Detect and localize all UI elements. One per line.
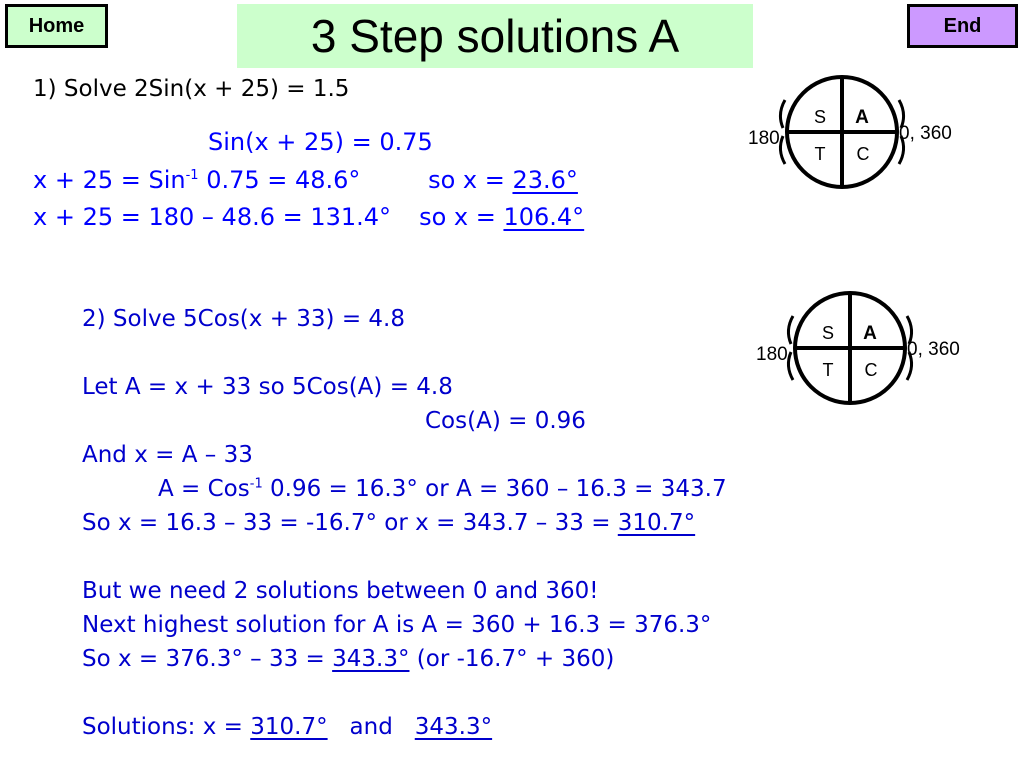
- cast-c-2: C: [864, 360, 878, 380]
- cast-c-1: C: [856, 144, 870, 164]
- q1-line1: Sin(x + 25) = 0.75: [208, 128, 433, 156]
- cast-0-360-label-1: 0, 360: [899, 123, 952, 144]
- q2-line3: And x = A – 33: [82, 442, 253, 468]
- slide-title: 3 Step solutions A: [237, 4, 753, 68]
- q2-solution-2: 343.3°: [414, 714, 493, 740]
- q2-solutions: Solutions: x = 310.7° and 343.3°: [82, 714, 493, 740]
- cast-0-360-label-2: 0, 360: [907, 339, 960, 360]
- q1-line3: x + 25 = 180 – 48.6 = 131.4° so x = 106.4°: [33, 203, 585, 231]
- q1-line2: x + 25 = Sin$^{-1}$ 0.75 = 48.6° so x = 23.6°: [33, 166, 578, 194]
- end-button[interactable]: End: [907, 4, 1018, 48]
- q1-header: 1) Solve 2Sin(x + 25) = 1.5: [33, 76, 350, 102]
- cast-180-label-1: 180: [748, 128, 780, 149]
- cast-180-label-2: 180: [756, 344, 788, 365]
- cast-diagram-1: [745, 72, 975, 192]
- q2-line8: So x = 376.3° – 33 = 343.3° (or -16.7° + 360): [82, 646, 615, 672]
- q2-line4: A = Cos$^{-1}$ 0.96 = 16.3° or A = 360 – 16.3 = 343.7: [158, 476, 727, 502]
- q1-answer-2: 106.4°: [503, 203, 585, 231]
- cast-s-1: S: [813, 107, 827, 127]
- cast-s-2: S: [821, 323, 835, 343]
- cast-t-2: T: [822, 360, 834, 380]
- q2-line2: Cos(A) = 0.96: [425, 408, 586, 434]
- q2-line1: Let A = x + 33 so 5Cos(A) = 4.8: [82, 374, 453, 400]
- q2-line6: But we need 2 solutions between 0 and 360!: [82, 578, 599, 604]
- q2-header: 2) Solve 5Cos(x + 33) = 4.8: [82, 306, 405, 332]
- home-button[interactable]: Home: [5, 4, 108, 48]
- q2-solution-1: 310.7°: [250, 714, 328, 740]
- cast-a-1: A: [855, 107, 869, 128]
- q2-line7: Next highest solution for A is A = 360 + 16.3 = 376.3°: [82, 612, 712, 638]
- cast-a-2: A: [863, 323, 877, 344]
- cast-t-1: T: [814, 144, 826, 164]
- cast-diagram-2: [753, 288, 983, 408]
- q2-line5: So x = 16.3 – 33 = -16.7° or x = 343.7 – 33 = 310.7°: [82, 510, 696, 536]
- q2-answer-2: 343.3°: [332, 646, 410, 672]
- q2-answer-1: 310.7°: [617, 510, 696, 536]
- q1-answer-1: 23.6°: [512, 166, 578, 194]
